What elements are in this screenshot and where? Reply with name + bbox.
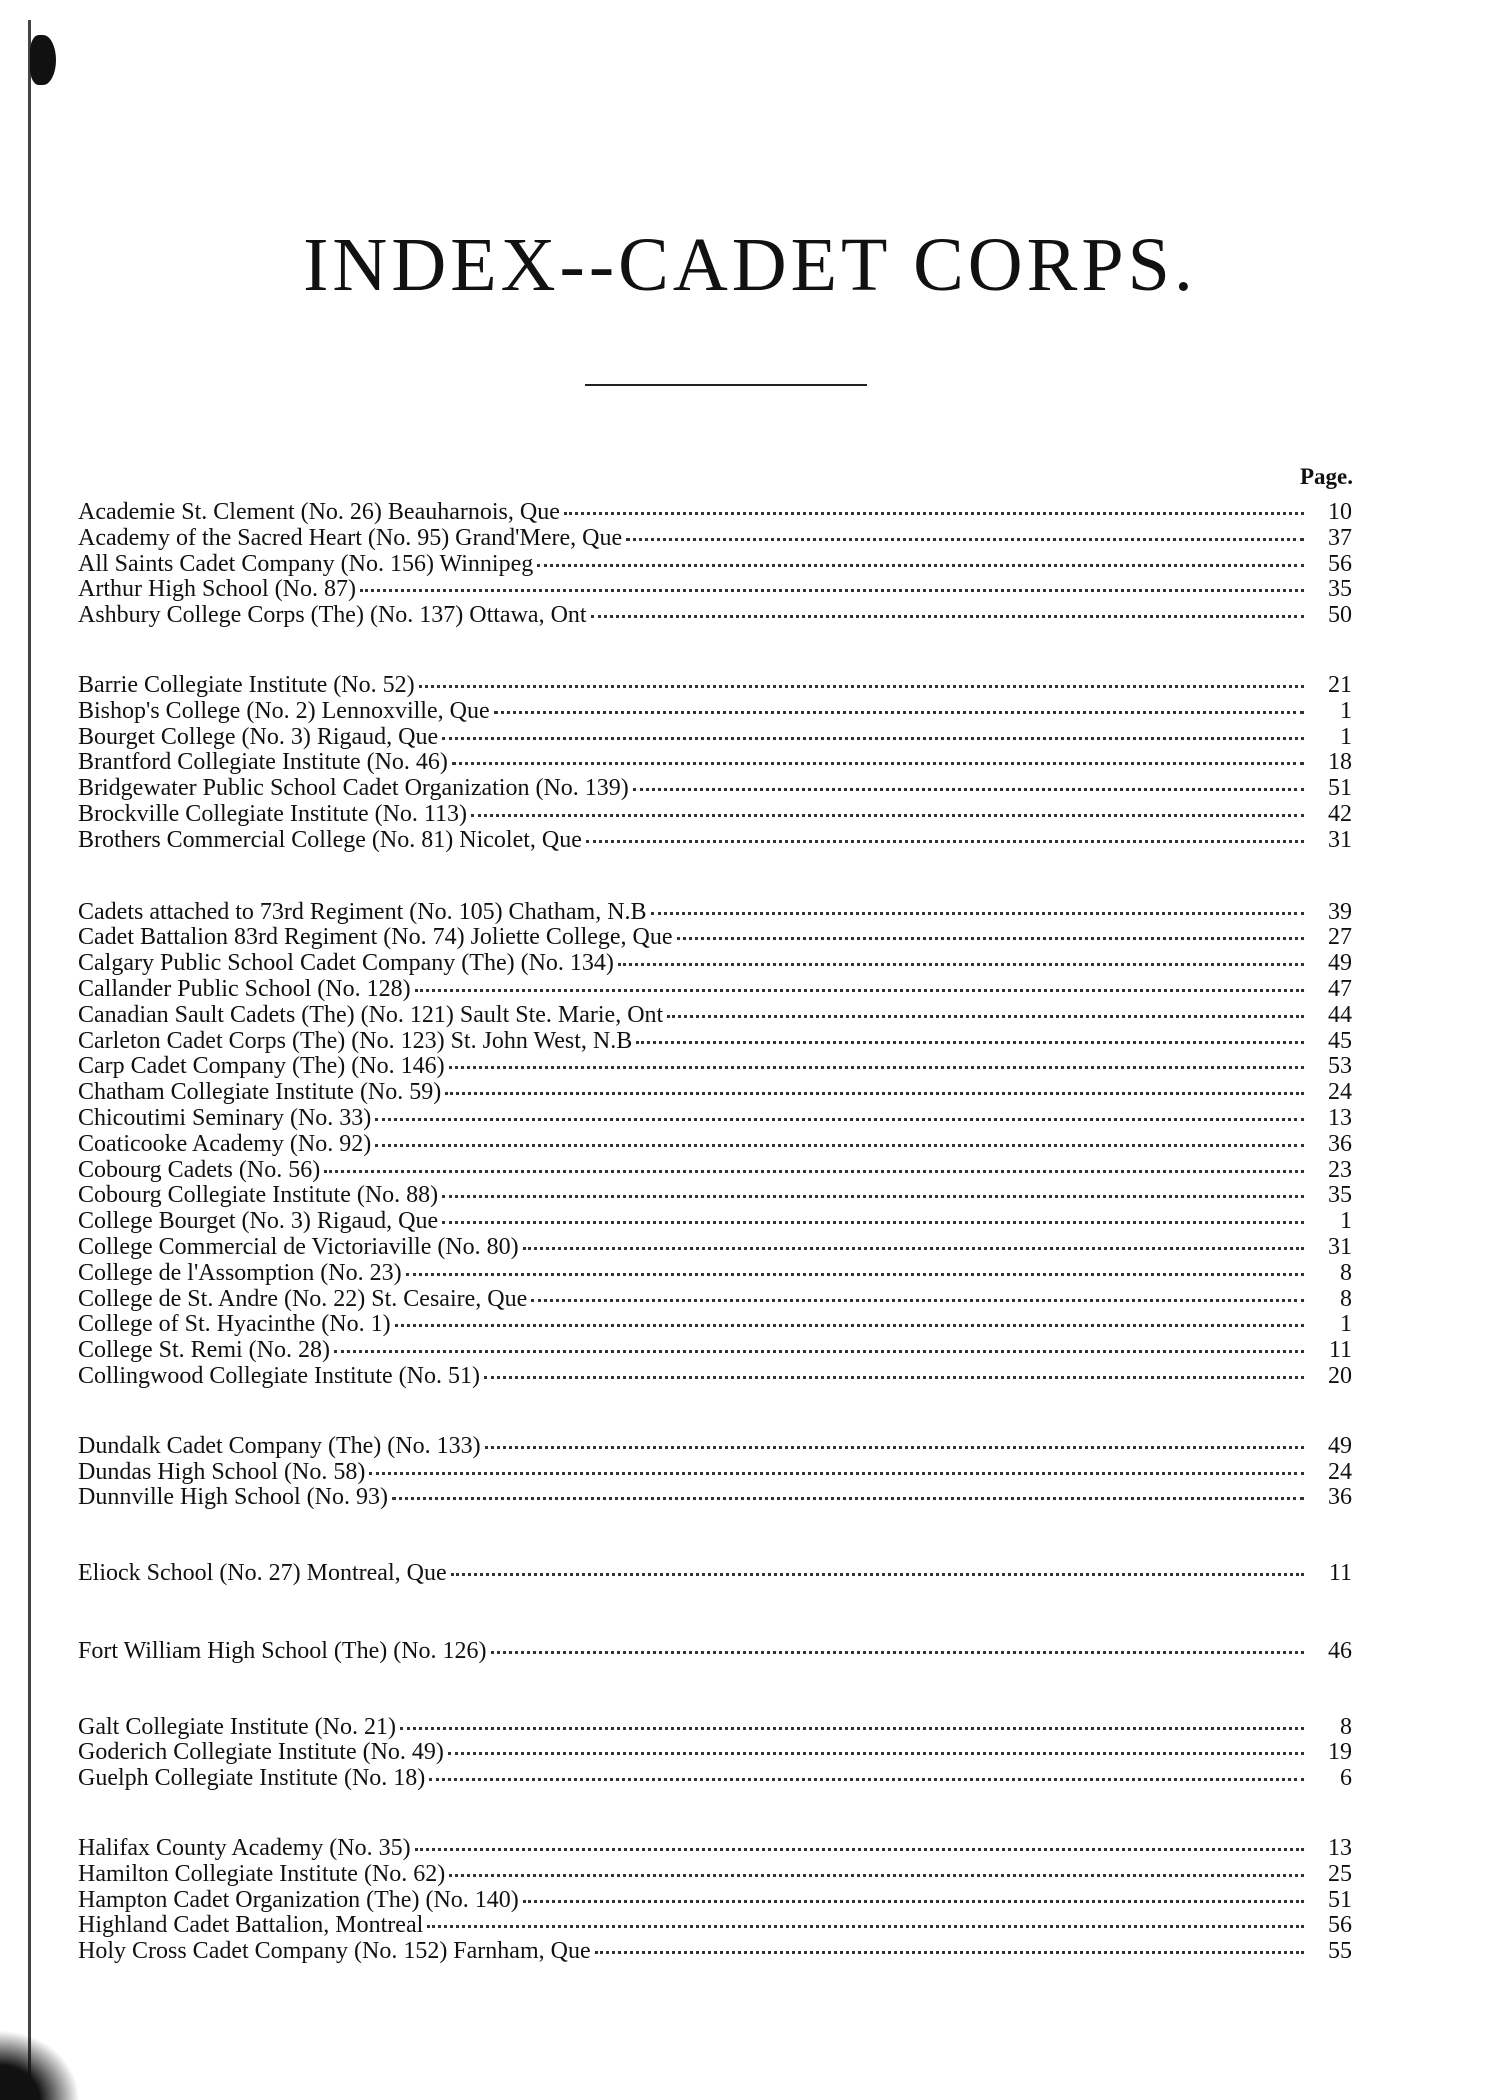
entry-name: Cadet Battalion 83rd Regiment (No. 74) Joliette College, Que: [78, 924, 673, 951]
entry-name: Cadets attached to 73rd Regiment (No. 105) Chatham, N.B: [78, 898, 647, 925]
dot-leader: [491, 1647, 1304, 1654]
dot-leader: [427, 1921, 1304, 1928]
dot-leader: [360, 585, 1304, 592]
dot-leader: [531, 1295, 1304, 1302]
index-group: [78, 900, 1378, 1390]
index-entry: [78, 1261, 1378, 1287]
entry-page-number: 39: [1328, 898, 1352, 925]
index-entry: [78, 577, 1378, 603]
entry-name: Hampton Cadet Organization (The) (No. 140): [78, 1886, 519, 1913]
dot-leader: [494, 707, 1304, 714]
entry-name: Chicoutimi Seminary (No. 33): [78, 1104, 372, 1131]
entry-page-number: 13: [1328, 1835, 1352, 1862]
entry-page-number: 20: [1328, 1362, 1352, 1389]
dot-leader: [442, 1217, 1304, 1224]
entry-page-number: 53: [1328, 1053, 1352, 1080]
entry-page-number: 55: [1328, 1938, 1352, 1965]
entry-name: Dundas High School (No. 58): [78, 1458, 366, 1485]
index-entry: [78, 1183, 1378, 1209]
entry-page-number: 49: [1328, 950, 1352, 977]
entry-name: Chatham Collegiate Institute (No. 59): [78, 1079, 442, 1106]
dot-leader: [537, 560, 1304, 567]
dot-leader: [448, 1748, 1304, 1755]
dot-leader: [484, 1372, 1304, 1379]
index-entry: [78, 828, 1378, 854]
index-entry: [78, 725, 1378, 751]
index-entry: [78, 552, 1378, 578]
entry-page-number: 36: [1328, 1484, 1352, 1511]
index-group: [78, 1434, 1378, 1511]
entry-page-number: 8: [1340, 1285, 1352, 1312]
index-entry: [78, 1740, 1378, 1766]
index-entry: [78, 1485, 1378, 1511]
title-rule: [585, 384, 867, 386]
index-entry: [78, 673, 1378, 699]
dot-leader: [452, 758, 1304, 765]
dot-leader: [633, 784, 1304, 791]
entry-name: College Bourget (No. 3) Rigaud, Que: [78, 1208, 439, 1235]
entry-page-number: 49: [1328, 1432, 1352, 1459]
dot-leader: [586, 836, 1304, 843]
entry-page-number: 36: [1328, 1130, 1352, 1157]
entry-page-number: 31: [1328, 826, 1352, 853]
dot-leader: [618, 959, 1304, 966]
index-entry: [78, 1836, 1378, 1862]
entry-page-number: 10: [1328, 499, 1352, 525]
dot-leader: [626, 534, 1304, 541]
entry-name: Barrie Collegiate Institute (No. 52): [78, 671, 415, 698]
index-group: [78, 1639, 1378, 1665]
entry-name: College St. Remi (No. 28): [78, 1337, 330, 1364]
entry-name: Collingwood Collegiate Institute (No. 51): [78, 1362, 480, 1389]
index-entry: [78, 776, 1378, 802]
index-entry: [78, 1639, 1378, 1665]
entry-page-number: 25: [1328, 1860, 1352, 1887]
index-entry: [78, 1862, 1378, 1888]
index-entry: [78, 1132, 1378, 1158]
index-group: [78, 1561, 1378, 1587]
entry-name: Academie St. Clement (No. 26) Beauharnois, Que: [78, 499, 560, 525]
entry-name: Goderich Collegiate Institute (No. 49): [78, 1739, 444, 1766]
entry-name: Bourget College (No. 3) Rigaud, Que: [78, 723, 439, 750]
entry-name: Fort William High School (The) (No. 126): [78, 1637, 487, 1664]
index-entry: [78, 1766, 1378, 1792]
index-entry: [78, 1054, 1378, 1080]
entry-name: Eliock School (No. 27) Montreal, Que: [78, 1560, 447, 1587]
entry-page-number: 51: [1328, 775, 1352, 802]
entry-name: Coaticooke Academy (No. 92): [78, 1130, 372, 1157]
index-entry: [78, 699, 1378, 725]
entry-page-number: 27: [1328, 924, 1352, 951]
entry-name: Dunnville High School (No. 93): [78, 1484, 388, 1511]
entry-name: College de l'Assomption (No. 23): [78, 1259, 402, 1286]
dot-leader: [485, 1442, 1304, 1449]
entry-name: Carp Cadet Company (The) (No. 146): [78, 1053, 445, 1080]
entry-page-number: 1: [1340, 1208, 1352, 1235]
index-entry: [78, 1460, 1378, 1486]
dot-leader: [442, 1191, 1304, 1198]
dot-leader: [445, 1088, 1304, 1095]
entry-page-number: 37: [1328, 524, 1352, 551]
entry-name: College of St. Hyacinthe (No. 1): [78, 1311, 391, 1338]
dot-leader: [595, 1947, 1304, 1954]
dot-leader: [523, 1243, 1304, 1250]
index-entry: [78, 1888, 1378, 1914]
index-entry: [78, 1913, 1378, 1939]
entry-page-number: 45: [1328, 1027, 1352, 1054]
index-entry: [78, 925, 1378, 951]
dot-leader: [677, 933, 1304, 940]
index-group: [78, 500, 1378, 629]
entry-page-number: 6: [1340, 1765, 1352, 1792]
index-group: [78, 1836, 1378, 1965]
dot-leader: [636, 1037, 1304, 1044]
dot-leader: [392, 1493, 1304, 1500]
entry-name: All Saints Cadet Company (No. 156) Winnipeg: [78, 550, 534, 577]
index-entry: [78, 977, 1378, 1003]
entry-name: Cobourg Collegiate Institute (No. 88): [78, 1182, 439, 1209]
entry-page-number: 23: [1328, 1156, 1352, 1183]
entry-name: Highland Cadet Battalion, Montreal: [78, 1912, 424, 1939]
index-entry: [78, 951, 1378, 977]
entry-page-number: 56: [1328, 1912, 1352, 1939]
index-entry: [78, 1312, 1378, 1338]
index-entry: [78, 526, 1378, 552]
index-entry: [78, 500, 1378, 526]
entry-page-number: 35: [1328, 576, 1352, 603]
index-entry: [78, 750, 1378, 776]
dot-leader: [419, 681, 1304, 688]
dot-leader: [564, 508, 1304, 515]
entry-page-number: 11: [1328, 1337, 1352, 1364]
dot-leader: [591, 611, 1304, 618]
entry-name: Brantford Collegiate Institute (No. 46): [78, 749, 448, 776]
entry-name: Bishop's College (No. 2) Lennoxville, Que: [78, 697, 490, 724]
index-entry: [78, 1029, 1378, 1055]
entry-name: Holy Cross Cadet Company (No. 152) Farnham, Que: [78, 1938, 591, 1965]
entry-page-number: 51: [1328, 1886, 1352, 1913]
binding-corner-shadow: [0, 2030, 80, 2100]
entry-page-number: 50: [1328, 602, 1352, 629]
entry-page-number: 46: [1328, 1637, 1352, 1664]
dot-leader: [400, 1723, 1304, 1730]
index-list: [78, 500, 1378, 2005]
index-group: [78, 673, 1378, 854]
index-entry: [78, 1003, 1378, 1029]
entry-name: Guelph Collegiate Institute (No. 18): [78, 1765, 426, 1792]
entry-page-number: 47: [1328, 975, 1352, 1002]
entry-name: College Commercial de Victoriaville (No. 80): [78, 1233, 519, 1260]
entry-name: Brothers Commercial College (No. 81) Nicolet, Que: [78, 826, 582, 853]
index-group: [78, 1715, 1378, 1792]
entry-name: Calgary Public School Cadet Company (The) (No. 134): [78, 950, 614, 977]
entry-page-number: 56: [1328, 550, 1352, 577]
entry-name: Academy of the Sacred Heart (No. 95) Grand'Mere, Que: [78, 524, 623, 551]
dot-leader: [369, 1468, 1304, 1475]
entry-page-number: 1: [1340, 723, 1352, 750]
entry-name: College de St. Andre (No. 22) St. Cesaire, Que: [78, 1285, 528, 1312]
index-entry: [78, 802, 1378, 828]
dot-leader: [449, 1870, 1304, 1877]
index-entry: [78, 1939, 1378, 1965]
dot-leader: [334, 1346, 1304, 1353]
dot-leader: [375, 1114, 1304, 1121]
entry-name: Callander Public School (No. 128): [78, 975, 411, 1002]
entry-page-number: 8: [1340, 1713, 1352, 1740]
dot-leader: [415, 985, 1304, 992]
index-entry: [78, 1287, 1378, 1313]
index-entry: [78, 1235, 1378, 1261]
entry-page-number: 31: [1328, 1233, 1352, 1260]
index-entry: [78, 1561, 1378, 1587]
dot-leader: [471, 810, 1304, 817]
entry-name: Halifax County Academy (No. 35): [78, 1835, 411, 1862]
entry-page-number: 42: [1328, 800, 1352, 827]
binding-mark: [30, 35, 56, 85]
entry-name: Carleton Cadet Corps (The) (No. 123) St. John West, N.B: [78, 1027, 633, 1054]
entry-page-number: 35: [1328, 1182, 1352, 1209]
dot-leader: [429, 1774, 1304, 1781]
binding-edge: [28, 20, 31, 2080]
index-entry: [78, 603, 1378, 629]
index-entry: [78, 900, 1378, 926]
page-column-header: Page.: [1300, 464, 1354, 489]
entry-name: Cobourg Cadets (No. 56): [78, 1156, 321, 1183]
entry-page-number: 1: [1340, 697, 1352, 724]
entry-name: Arthur High School (No. 87): [78, 576, 356, 603]
dot-leader: [523, 1896, 1304, 1903]
entry-page-number: 11: [1328, 1560, 1352, 1587]
entry-name: Brockville Collegiate Institute (No. 113): [78, 800, 468, 827]
dot-leader: [395, 1320, 1304, 1327]
entry-name: Bridgewater Public School Cadet Organization (No. 139): [78, 775, 629, 802]
entry-page-number: 24: [1328, 1079, 1352, 1106]
index-entry: [78, 1434, 1378, 1460]
page-title: INDEX--CADET CORPS.: [303, 223, 1197, 307]
index-entry: [78, 1338, 1378, 1364]
entry-page-number: 24: [1328, 1458, 1352, 1485]
entry-page-number: 44: [1328, 1001, 1352, 1028]
entry-name: Hamilton Collegiate Institute (No. 62): [78, 1860, 446, 1887]
index-entry: [78, 1158, 1378, 1184]
index-entry: [78, 1106, 1378, 1132]
entry-page-number: 8: [1340, 1259, 1352, 1286]
dot-leader: [449, 1062, 1304, 1069]
entry-name: Canadian Sault Cadets (The) (No. 121) Sault Ste. Marie, Ont: [78, 1001, 664, 1028]
index-entry: [78, 1364, 1378, 1390]
entry-page-number: 21: [1328, 671, 1352, 698]
dot-leader: [451, 1569, 1304, 1576]
entry-name: Ashbury College Corps (The) (No. 137) Ottawa, Ont: [78, 602, 587, 629]
entry-page-number: 1: [1340, 1311, 1352, 1338]
dot-leader: [406, 1269, 1304, 1276]
dot-leader: [667, 1011, 1304, 1018]
index-entry: [78, 1080, 1378, 1106]
dot-leader: [415, 1844, 1304, 1851]
dot-leader: [375, 1140, 1304, 1147]
dot-leader: [651, 908, 1304, 915]
dot-leader: [442, 733, 1304, 740]
index-entry: [78, 1209, 1378, 1235]
entry-name: Galt Collegiate Institute (No. 21): [78, 1713, 396, 1740]
entry-page-number: 13: [1328, 1104, 1352, 1131]
entry-name: Dundalk Cadet Company (The) (No. 133): [78, 1432, 481, 1459]
index-entry: [78, 1715, 1378, 1741]
dot-leader: [324, 1166, 1304, 1173]
entry-page-number: 18: [1328, 749, 1352, 776]
entry-page-number: 19: [1328, 1739, 1352, 1766]
